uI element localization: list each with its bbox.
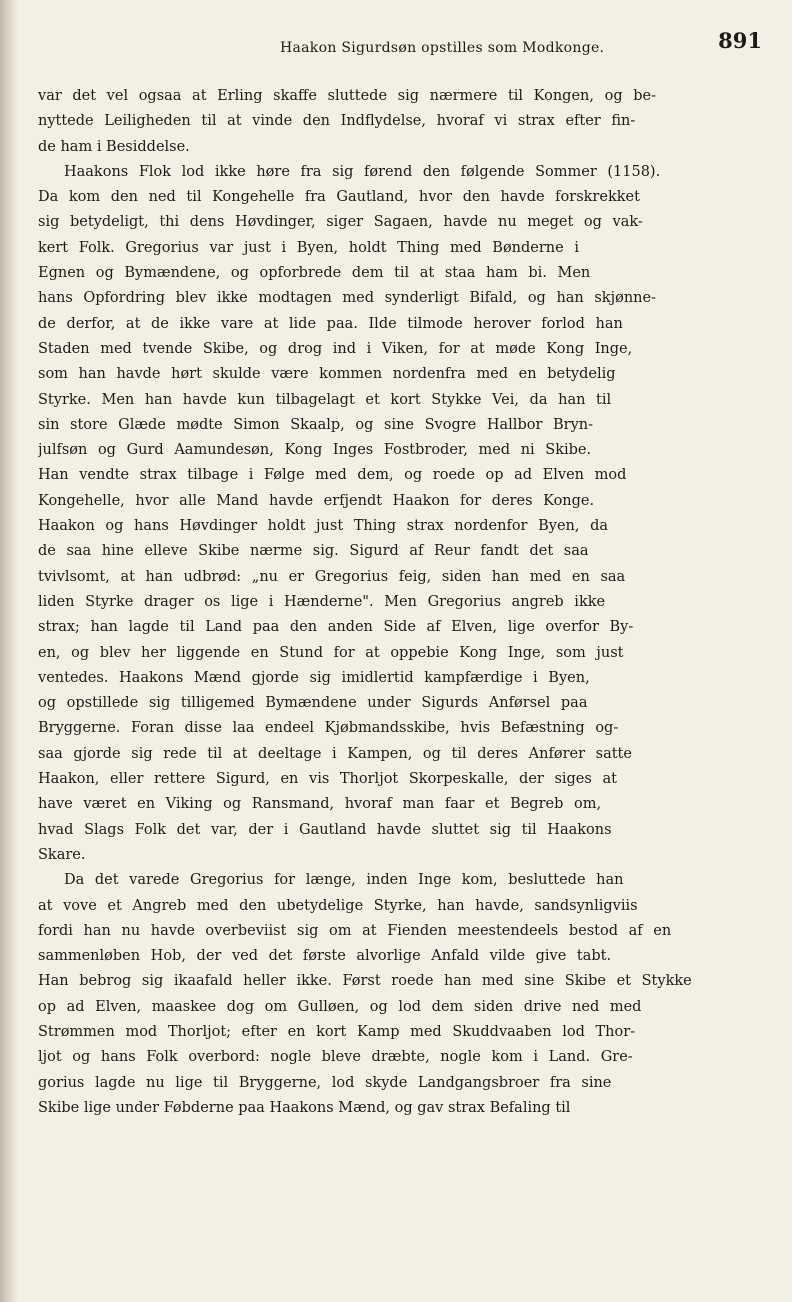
running-head: Haakon Sigurdsøn opstilles som Modkonge.	[280, 40, 605, 56]
text-line: Da det varede Gregorius for længe, inden Inge kom, besluttede han	[64, 872, 624, 889]
text-line: hvad Slags Folk det var, der i Gautland havde sluttet sig til Haakons	[38, 821, 612, 838]
text-line: var det vel ogsaa at Erling skaffe sluttede sig nærmere til Kongen, og be-	[38, 88, 656, 104]
text-line: nyttede Leiligheden til at vinde den Indflydelse, hvoraf vi strax efter fin-	[38, 113, 636, 130]
text-line: fordi han nu havde overbeviist sig om at Fienden meestendeels bestod af en	[38, 922, 672, 939]
text-line: sig betydeligt, thi dens Høvdinger, siger Sagaen, havde nu meget og vak-	[38, 214, 643, 231]
page-number: 891	[718, 28, 762, 53]
text-line: Han bebrog sig ikaafald heller ikke. Først roede han med sine Skibe et Stykke	[38, 973, 692, 990]
text-line: de saa hine elleve Skibe nærme sig. Sigurd af Reur fandt det saa	[38, 543, 589, 560]
text-line: Styrke. Men han havde kun tilbagelagt et kort Stykke Vei, da han til	[38, 391, 612, 408]
text-line: Egnen og Bymændene, og opforbrede dem til at staa ham bi. Men	[38, 265, 591, 282]
text-line: Han vendte strax tilbage i Følge med dem, og roede op ad Elven mod	[38, 467, 627, 484]
text-line: tvivlsomt, at han udbrød: „nu er Gregorius feig, siden han med en saa	[38, 568, 626, 585]
text-line: Haakons Flok lod ikke høre fra sig førend den følgende Sommer (1158).	[64, 163, 661, 180]
text-line: de derfor, at de ikke vare at lide paa. Ilde tilmode herover forlod han	[38, 315, 623, 332]
text-line: have været en Viking og Ransmand, hvoraf man faar et Begreb om,	[38, 796, 602, 813]
text-line: ventedes. Haakons Mænd gjorde sig imidlertid kampfærdige i Byen,	[38, 669, 590, 686]
text-line: de ham i Besiddelse.	[38, 138, 190, 155]
text-line: Haakon og hans Høvdinger holdt just Thing strax nordenfor Byen, da	[38, 518, 609, 535]
text-line: liden Styrke drager os lige i Hænderne". Men Gregorius angreb ikke	[38, 593, 606, 610]
text-line: sin store Glæde mødte Simon Skaalp, og sine Svogre Hallbor Bryn-	[38, 416, 594, 433]
text-line: strax; han lagde til Land paa den anden Side af Elven, lige overfor By-	[38, 619, 634, 636]
text-line: at vove et Angreb med den ubetydelige Styrke, han havde, sandsynligviis	[38, 897, 638, 914]
text-line: saa gjorde sig rede til at deeltage i Kampen, og til deres Anfører satte	[38, 745, 632, 762]
text-line: som han havde hørt skulde være kommen nordenfra med en betydelig	[38, 366, 616, 383]
text-line: op ad Elven, maaskee dog om Gulløen, og lod dem siden drive ned med	[38, 998, 642, 1015]
text-line: Strømmen mod Thorljot; efter en kort Kamp med Skuddvaaben lod Thor-	[38, 1023, 636, 1040]
text-line: sammenløben Hob, der ved det første alvorlige Anfald vilde give tabt.	[38, 948, 612, 965]
text-line: Da kom den ned til Kongehelle fra Gautland, hvor den havde forskrekket	[38, 189, 640, 206]
text-line: Kongehelle, hvor alle Mand havde erfjendt Haakon for deres Konge.	[38, 492, 595, 509]
text-line: julfsøn og Gurd Aamundesøn, Kong Inges Fostbroder, med ni Skibe.	[38, 442, 592, 459]
text-line: Haakon, eller rettere Sigurd, en vis Thorljot Skorpeskalle, der siges at	[38, 771, 617, 788]
text-line: gorius lagde nu lige til Bryggerne, lod skyde Landgangsbroer fra sine	[38, 1074, 612, 1091]
text-line: kert Folk. Gregorius var just i Byen, holdt Thing med Bønderne i	[38, 239, 579, 256]
body-text	[38, 84, 788, 1121]
text-line: Bryggerne. Foran disse laa endeel Kjøbmandsskibe, hvis Befæstning og-	[38, 720, 619, 737]
text-line: en, og blev her liggende en Stund for at oppebie Kong Inge, som just	[38, 644, 624, 661]
text-line: hans Opfordring blev ikke modtagen med synderligt Bifald, og han skjønne-	[38, 290, 656, 307]
text-line: ljot og hans Folk overbord: nogle blevе dræbte, nogle kom i Land. Gre-	[38, 1049, 633, 1066]
text-line: Skibe lige under Føbderne paa Haakons Mænd, og gav strax Befaling til	[38, 1099, 571, 1116]
text-line: og opstillede sig tilligemed Bymændene under Sigurds Anførsel paa	[38, 695, 588, 712]
text-line: Skare.	[38, 846, 86, 863]
text-line: Staden med tvende Skibe, og drog ind i Viken, for at møde Kong Inge,	[38, 340, 633, 357]
page-edge-shadow	[0, 0, 18, 1302]
